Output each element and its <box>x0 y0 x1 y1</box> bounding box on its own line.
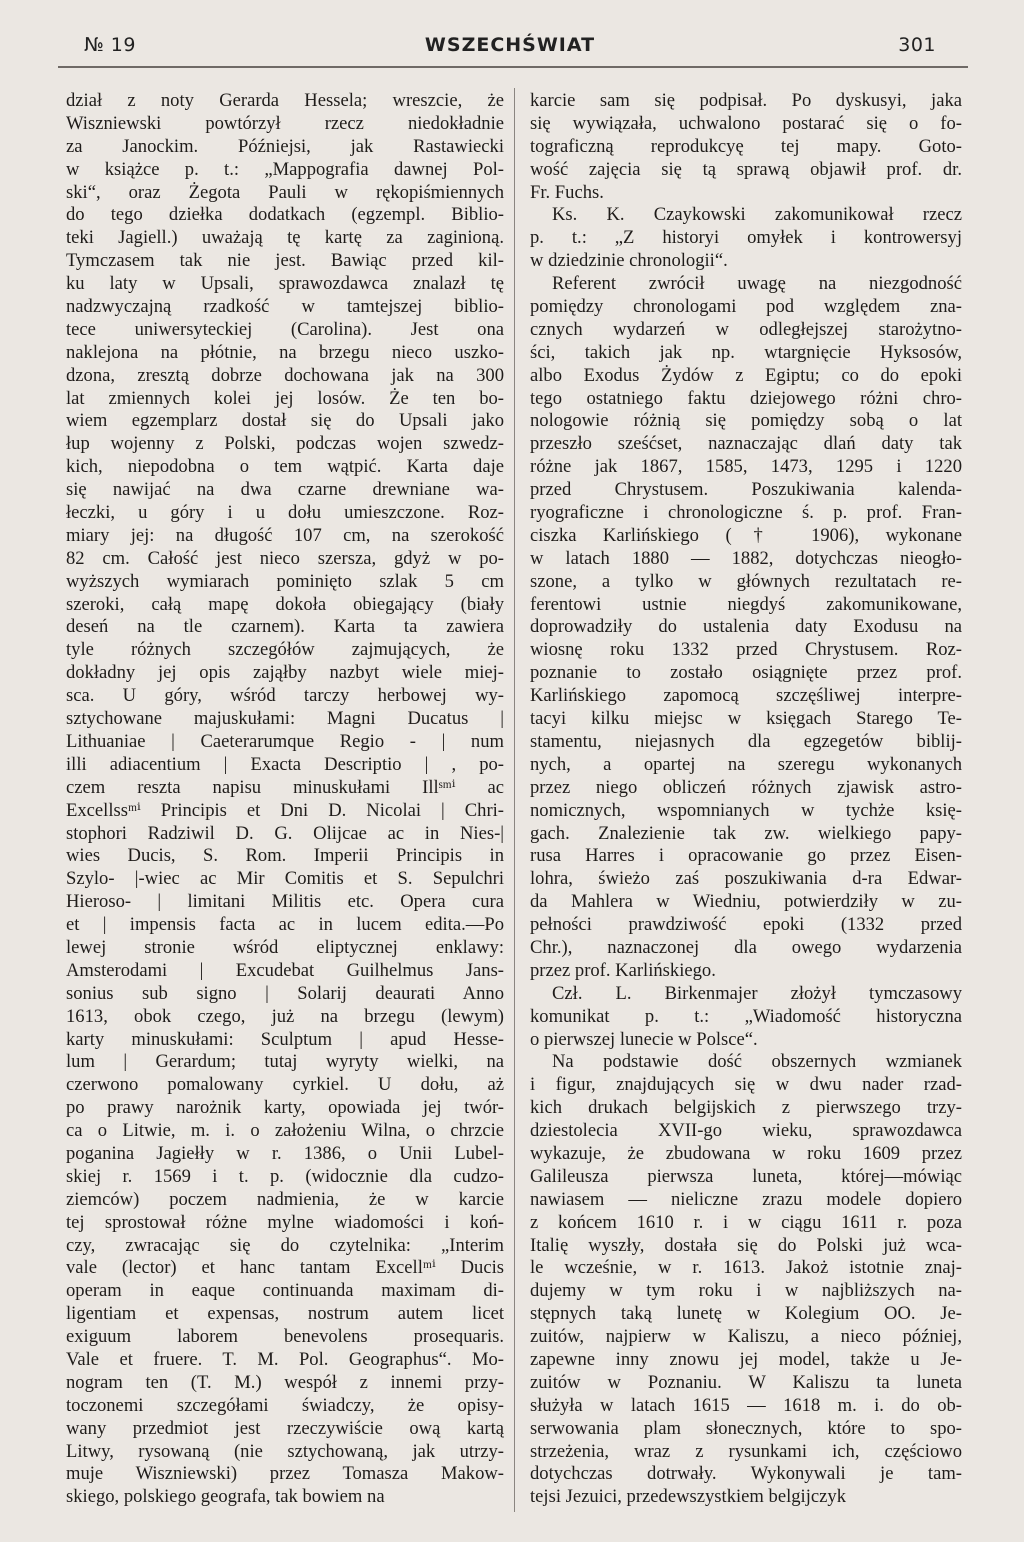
text-line: tejsi Jezuici, przedewszystkiem belgijczyk <box>530 1486 846 1508</box>
text-line: skiej r. 1569 i t. p. (widocznie dla cudzo- <box>66 1165 504 1187</box>
text-line: Chr.), naznaczonej dla owego wydarzenia <box>530 936 962 958</box>
text-line: Hieroso- | limitani Militis etc. Opera cura <box>66 891 504 913</box>
text-line: le wcześnie, w r. 1613. Jakoż istotnie znaj- <box>530 1257 962 1279</box>
text-line: p. t.: „Z historyi omyłek i kontrowersyj <box>530 227 962 249</box>
text-line: strzeżenia, wraz z rysunkami ich, częściowo <box>530 1440 962 1462</box>
text-line: ca o Litwie, m. i. o założeniu Wilna, o chrzcie <box>66 1120 504 1142</box>
text-line: lohra, świeżo zaś poszukiwania d-ra Edwar- <box>530 868 962 890</box>
text-line: teki Jagiell.) uważają tę kartę za zaginioną. <box>66 227 504 249</box>
text-line: operam in eaque continuanda maximam di- <box>66 1280 504 1302</box>
text-line: z końcem 1610 r. i w ciągu 1611 r. poza <box>530 1211 962 1233</box>
text-line: Karlińskiego zapomocą szczęśliwej interpre- <box>530 685 962 707</box>
text-line: rusa Harres i opracowanie go przez Eisen- <box>530 845 962 867</box>
text-line: zuitów w Poznaniu. W Kaliszu ta luneta <box>530 1371 962 1393</box>
text-line: dziestolecia XVII-go wieku, sprawozdawca <box>530 1120 962 1142</box>
text-line: tograficzną reprodukcyę tej mapy. Goto- <box>530 135 962 157</box>
text-line: ligentiam et expensas, nostrum autem licet <box>66 1303 504 1325</box>
text-line: różne jak 1867, 1585, 1473, 1295 i 1220 <box>530 456 962 478</box>
text-line: ciszka Karlińskiego († 1906), wykonane <box>530 524 962 546</box>
text-line: serwowania plam słonecznych, które to spo- <box>530 1417 962 1439</box>
text-line: Czł. L. Birkenmajer złożył tymczasowy <box>552 982 962 1004</box>
text-line: miary jej: na długość 107 cm, na szerokość <box>66 524 504 546</box>
text-line: skiego, polskiego geografa, tak bowiem na <box>66 1486 385 1508</box>
column-divider <box>514 88 515 1512</box>
text-line: przez niego obliczeń różnych zjawisk astro- <box>530 776 962 798</box>
text-line: lum | Gerardum; tutaj wyryty wielki, na <box>66 1051 504 1073</box>
text-line: tego ostatniego faktu dziejowego różni chro- <box>530 387 962 409</box>
text-line: wykazuje, że zbudowana w roku 1609 przez <box>530 1142 962 1164</box>
text-line: w dziedzinie chronologii“. <box>530 250 728 272</box>
text-line: nych, a opartej na szeregu wykonanych <box>530 753 962 775</box>
text-line: ku laty w Upsali, sprawozdawca znalazł tę <box>66 273 504 295</box>
text-line: karcie sam się podpisał. Po dyskusyi, jaka <box>530 90 962 111</box>
text-line: ferentowi ustnie niegdyś zakomunikowane, <box>530 593 962 615</box>
text-line: pomiędzy chronologami pod względem zna- <box>530 296 962 318</box>
text-line: sca. U góry, wśród tarczy herbowej wy- <box>66 685 504 707</box>
text-line: tyle różnych szczegółów zajmujących, że <box>66 639 504 661</box>
right-column <box>530 90 962 1509</box>
text-line: ryograficzne i chronologiczne ś. p. prof. Fran- <box>530 502 962 524</box>
text-line: się nawijać na dwa czarne drewniane wa- <box>66 479 504 501</box>
text-line: się wywiązała, uchwalono postarać się o fo- <box>530 112 962 134</box>
text-line: tej sprostował różne mylne wiadomości i koń- <box>66 1211 504 1233</box>
page-number: 301 <box>898 34 936 56</box>
text-line: Galileusza pierwsza luneta, której—mówiąc <box>530 1165 962 1187</box>
text-line: Excellssᵐⁱ Principis et Dni D. Nicolai | Chri- <box>66 799 504 821</box>
text-line: tacyi kilku miejsc w księgach Starego Te- <box>530 708 962 730</box>
text-line: vale (lector) et hanc tantam Excellᵐⁱ Ducis <box>66 1257 504 1279</box>
text-line: poganina Jagiełły w r. 1386, o Unii Lubel- <box>66 1142 504 1164</box>
text-line: lat zmiennych kolei jej losów. Że ten bo- <box>66 387 504 409</box>
text-line: dokładny jej opis zająłby nazbyt wiele miej- <box>66 662 504 684</box>
text-line: czem reszta napisu minuskułami Illˢᵐⁱ ac <box>66 776 504 798</box>
text-line: wies Ducis, S. Rom. Imperii Principis in <box>66 845 504 867</box>
text-line: Italię wyszły, dostała się do Polski już wca- <box>530 1234 962 1256</box>
text-line: Tymczasem tak nie jest. Bawiąc przed kil- <box>66 250 504 272</box>
text-line: po prawy narożnik karty, opowiada jej twór- <box>66 1097 504 1119</box>
text-line: szeroki, całą mapę dokoła obiegający (biały <box>66 593 504 615</box>
running-header <box>84 30 936 60</box>
text-line: łeczki, u góry i u dołu umieszczone. Roz- <box>66 502 504 524</box>
text-line: stamentu, niejasnych dla egzegetów biblij- <box>530 730 962 752</box>
text-line: dotychczas dotrwały. Wykonywali je tam- <box>530 1463 962 1485</box>
text-line: Na podstawie dość obszernych wzmianek <box>552 1051 962 1073</box>
text-line: karty minuskułami: Sculptum | apud Hesse- <box>66 1028 504 1050</box>
text-line: Wiszniewski powtórzył rzecz niedokładnie <box>66 112 504 134</box>
text-line: deseń na tle czarnem). Karta ta zawiera <box>66 616 504 638</box>
text-line: służyła w latach 1615 — 1618 m. i. do ob- <box>530 1394 962 1416</box>
issue-number: № 19 <box>84 34 136 56</box>
text-line: ści, takich jak np. wtargnięcie Hyksosów, <box>530 341 962 363</box>
text-line: w książce p. t.: „Mappografia dawnej Pol- <box>66 158 504 180</box>
text-line: da Mahlera w Wiedniu, potwierdziły w zu- <box>530 891 962 913</box>
text-line: Fr. Fuchs. <box>530 181 604 203</box>
text-line: lewej stronie wśród eliptycznej enklawy: <box>66 936 504 958</box>
text-line: i figur, znajdujących się w dwu nader rzad- <box>530 1074 962 1096</box>
header-rule <box>58 66 968 68</box>
text-line: kich drukach belgijskich z pierwszego trzy- <box>530 1097 962 1119</box>
text-line: o pierwszej lunecie w Polsce“. <box>530 1028 758 1050</box>
text-line: sztychowane majuskułami: Magni Ducatus | <box>66 708 504 730</box>
text-line: Vale et fruere. T. M. Pol. Geographus“. Mo- <box>66 1348 504 1370</box>
text-line: pełności prawdziwość epoki (1332 przed <box>530 914 962 936</box>
text-line: ski“, oraz Żegota Pauli w rękopiśmiennych <box>66 181 504 203</box>
text-line: Szylo- |-wiec ac Mir Comitis et S. Sepulchri <box>66 868 504 890</box>
text-line: przez prof. Karlińskiego. <box>530 959 716 981</box>
text-line: czerwono pomalowany cyrkiel. U dołu, aż <box>66 1074 504 1096</box>
text-line: Ks. K. Czaykowski zakomunikował rzecz <box>552 204 962 226</box>
text-line: illi adiacentium | Exacta Descriptio | , po- <box>66 753 504 775</box>
text-line: doprowadziły do ustalenia daty Exodusu na <box>530 616 962 638</box>
text-line: wiem egzemplarz dostał się do Upsali jako <box>66 410 504 432</box>
text-line: toczonemi szczegółami świadczy, że opisy- <box>66 1394 504 1416</box>
text-line: do tego dziełka dodatkach (egzempl. Biblio- <box>66 204 504 226</box>
text-line: szone, a tylko w głównych rezultatach re- <box>530 570 962 592</box>
text-line: Lithuaniae | Caeterarumque Regio - | num <box>66 730 504 752</box>
text-line: naklejona na płótnie, na brzegu nieco uszko- <box>66 341 504 363</box>
text-line: kich, niepodobna o tem wątpić. Karta daje <box>66 456 504 478</box>
text-line: ziemców) poczem nadmienia, że w karcie <box>66 1188 504 1210</box>
text-line: stophori Radziwil D. G. Olijcae ac in Nies-| <box>66 822 504 844</box>
text-line: gach. Znalezienie tak zw. wielkiego papy- <box>530 822 962 844</box>
text-line: dzona, zresztą dobrze dochowana jak na 300 <box>66 364 504 386</box>
text-line: przeszło sześćset, naznaczając dlań daty tak <box>530 433 962 455</box>
text-line: zuitów, najpierw w Kaliszu, a nieco później, <box>530 1326 962 1348</box>
text-line: nadzwyczajną rzadkość w tamtejszej biblio- <box>66 296 504 318</box>
text-line: Referent zwrócił uwagę na niezgodność <box>552 273 962 295</box>
text-line: nogram ten (T. M.) wespół z innemi przy- <box>66 1371 504 1393</box>
text-line: cznych wydarzeń w odległejszej starożytno- <box>530 318 962 340</box>
text-line: czy, zwracając się do czytelnika: „Interim <box>66 1234 504 1256</box>
text-line: dział z noty Gerarda Hessela; wreszcie, że <box>66 90 504 111</box>
text-line: exiguum laborem benevolens prosequaris. <box>66 1326 504 1348</box>
text-line: nologowie różnią się pomiędzy sobą o lat <box>530 410 962 432</box>
text-line: albo Exodus Żydów z Egiptu; co do epoki <box>530 364 962 386</box>
text-line: stępnych taką lunetę w Kolegium OO. Je- <box>530 1303 962 1325</box>
text-line: poznanie to zostało osiągnięte przez prof. <box>530 662 962 684</box>
text-line: łup wojenny z Polski, podczas wojen szwedz- <box>66 433 504 455</box>
left-column <box>66 90 504 1509</box>
text-line: przed Chrystusem. Poszukiwania kalenda- <box>530 479 962 501</box>
text-line: Amsterodami | Excudebat Guilhelmus Jans- <box>66 959 504 981</box>
text-line: dujemy w tym roku i w najbliższych na- <box>530 1280 962 1302</box>
text-line: 82 cm. Całość jest nieco szersza, gdyż w po- <box>66 547 504 569</box>
text-line: 1613, obok czego, już na brzegu (lewym) <box>66 1005 504 1027</box>
text-line: zapewne inny znowu jej model, także u Je- <box>530 1348 962 1370</box>
text-line: wyższych wymiarach pominięto szlak 5 cm <box>66 570 504 592</box>
text-line: wość zajęcia się tą sprawą objawił prof. dr. <box>530 158 962 180</box>
text-line: sonius sub signo | Solarij deaurati Anno <box>66 982 504 1004</box>
text-line: Litwy, rysowaną (nie sztychowaną, jak utrzy- <box>66 1440 504 1462</box>
text-line: wiosnę roku 1332 przed Chrystusem. Roz- <box>530 639 962 661</box>
text-line: za Janockim. Późniejsi, jak Rastawiecki <box>66 135 504 157</box>
text-line: et | impensis facta ac in lucem edita.—Po <box>66 914 504 936</box>
text-line: w latach 1880 — 1882, dotychczas nieogło- <box>530 547 962 569</box>
text-line: wany przedmiot jest rzeczywiście ową kartą <box>66 1417 504 1439</box>
text-line: nawiasem — nieliczne zrazu modele dopiero <box>530 1188 962 1210</box>
text-line: nomicznych, wspomnianych w tychże księ- <box>530 799 962 821</box>
text-line: muje Wiszniewski) przez Tomasza Makow- <box>66 1463 504 1485</box>
text-line: tece uniwersyteckiej (Carolina). Jest ona <box>66 318 504 340</box>
journal-title: WSZECHŚWIAT <box>424 34 596 56</box>
text-line: komunikat p. t.: „Wiadomość historyczna <box>530 1005 962 1027</box>
